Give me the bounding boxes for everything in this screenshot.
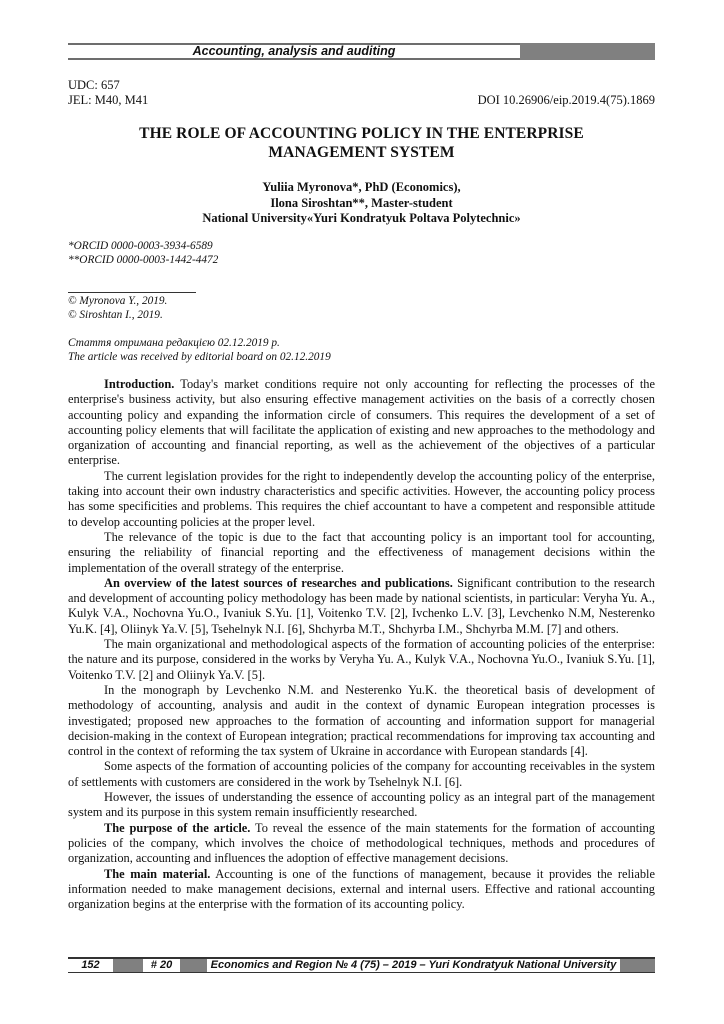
issue-number: # 20 [150,959,173,971]
copyright-1: © Myronova Y., 2019. [68,295,168,307]
udc-code: UDC: 657 [68,78,120,92]
paragraph: In the monograph by Levchenko N.M. and Nesterenko Yu.K. the theoretical basis of development of methodology of accounting, analysis and audit in the context of dynamic European integration processes is investigated; proposed new approaches to the formation of accounting and information support for managerial decision-making in the context of European integration; practical recommendations for improving tax accounting and control in the context of reforming the tax system of Ukraine in accordance with European standards [4]. [68,682,655,759]
footer-gray-block-3 [620,959,655,972]
jel-codes: JEL: M40, M41 [68,93,149,107]
author-1: Yuliia Myronova*, PhD (Economics), [262,180,461,194]
author-block [68,180,655,227]
paragraph-introduction: Introduction. Today's market conditions require not only accounting for reflecting the processes of the enterprise's business activity, but also ensuring effective management activities on the basis of a correctly chosen accounting policy and expanding the information circle of consumers. This requires the development of a set of accounting policy elements that will facilitate the application of existing and new approaches to the methodology and organization of accounting and financial reporting, as well as the achievement of the objectives of a particular enterprise. [68,377,655,468]
footer-gray-block-2 [180,959,207,972]
section-title: Accounting, analysis and auditing [192,44,396,58]
jel-doi-line [68,93,655,108]
paragraph: However, the issues of understanding the essence of accounting policy as an integral part of the management system and its purpose in this system remain insufficiently researched. [68,790,655,820]
doi[interactable]: DOI 10.26906/eip.2019.4(75).1869 [477,93,655,107]
received-ua: Стаття отримана редакцією 02.12.2019 р. [68,337,280,349]
article-title-line-1: THE ROLE OF ACCOUNTING POLICY IN THE ENTERPRISE [139,125,584,142]
running-footer [68,957,655,973]
running-header [68,43,655,60]
copyright-2: © Siroshtan I., 2019. [68,309,163,321]
footnote-divider [68,292,196,293]
paragraph: The relevance of the topic is due to the fact that accounting policy is an important tool for accounting, ensuring the reliability of financial reporting and the effectiveness of management decisions within the implementation of the overall strategy of the enterprise. [68,529,655,575]
header-gray-block [520,43,655,60]
received-en: The article was received by editorial board on 02.12.2019 [68,351,331,363]
footer-gray-block-1 [113,959,143,972]
paragraph-main-material: The main material. Accounting is one of the functions of management, because it provides the reliable information needed to make management decisions, external and internal users. Effective and rational accounting organization begins at the enterprise with the formation of its accounting policy. [68,866,655,912]
affiliation: National University«Yuri Kondratyuk Poltava Polytechnic» [202,211,521,225]
udc-line [68,78,655,93]
paragraph-overview: An overview of the latest sources of researches and publications. Significant contribution to the research and development of accounting policy methodology has been made by national scientists, in particular: Veryha Yu. A., Kulyk V.A., Nochovna Yu.O., Ivaniuk S.Yu. [1], Voitenko T.V. [2], Ivchenko L.V. [3], Levchenko N.M, Nesterenko Yu.K. [4], Oliinyk Ya.V. [5], Tsehelnyk N.I. [6], Shchyrba M.T., Shchyrba I.M., Shchyrba M.M. [7] and others. [68,575,655,636]
paragraph: The main organizational and methodological aspects of the formation of accounting policies of the enterprise: the nature and its purpose, considered in the works by Veryha Yu. A., Kulyk V.A., Nochovna Yu.O., Ivaniuk S.Yu. [1], Voitenko T.V. [2] and Oliinyk Ya.V. [5]. [68,637,655,682]
paragraph: The current legislation provides for the right to independently develop the accounting policy of the enterprise, taking into account their own industry characteristics and specific activities. However, the accounting policy process has some specificities and problems. This requires the chief accountant to have a competent and responsible attitude to develop accounting policies at the proper level. [68,468,655,529]
orcid-2: **ORCID 0000-0003-1442-4472 [68,254,219,266]
author-2: Ilona Siroshtan**, Master-student [270,195,453,210]
article-body [68,377,655,912]
article-title [68,124,655,162]
article-title-line-2: MANAGEMENT SYSTEM [268,144,455,161]
orcid-1: *ORCID 0000-0003-3934-6589 [68,240,213,252]
paragraph-lead: The purpose of the article. [104,820,251,835]
paragraph-lead: An overview of the latest sources of researches and publications. [104,575,453,590]
page-number: 152 [81,959,100,971]
journal-name: Economics and Region № 4 (75) – 2019 – Yuri Kondratyuk National University [210,959,617,971]
paragraph-lead: Introduction. [104,377,175,391]
paragraph: Some aspects of the formation of accounting policies of the company for accounting receivables in the system of settlements with customers are considered in the work by Tsehelnyk N.I. [6]. [68,759,655,789]
paragraph-purpose: The purpose of the article. To reveal the essence of the main statements for the formation of accounting policies of the company, which involves the choice of methodological techniques, methods and procedures of organization, accounting and influences the adoption of effective management decisions. [68,820,655,866]
paragraph-lead: The main material. [104,866,211,881]
